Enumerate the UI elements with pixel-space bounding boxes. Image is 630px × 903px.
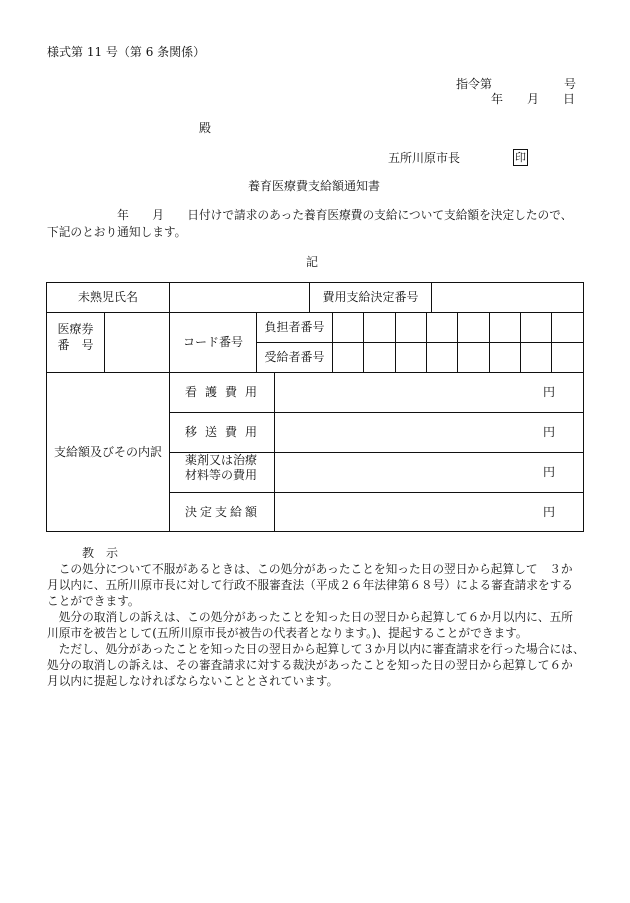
- decision-number-label-text: 費用支給決定番号: [322, 290, 419, 304]
- yen-unit: 円: [542, 504, 555, 519]
- recipient-digit-cell: [552, 343, 584, 373]
- medical-ticket-value-cell: [105, 313, 170, 373]
- directive-number: 指令第 号: [456, 77, 577, 91]
- payer-digit-cell: [521, 313, 552, 343]
- medical-ticket-label-line: 番 号: [57, 338, 94, 352]
- yen-unit: 円: [542, 425, 555, 439]
- nursing-cost-value: [275, 373, 584, 413]
- transport-cost-value: [275, 413, 584, 453]
- payer-digit-cell: [552, 313, 584, 343]
- decision-number-label: [310, 283, 432, 313]
- infant-name-label: [47, 283, 170, 313]
- yen-unit: 円: [542, 465, 555, 479]
- form-number: 様式第 11 号（第 6 条関係）: [47, 45, 206, 59]
- payer-digit-cell: [396, 313, 427, 343]
- payment-table: [46, 282, 584, 532]
- payer-digit-cell: [333, 313, 364, 343]
- code-number-label: [170, 313, 257, 373]
- notice-line: 処分の取消しの訴えは、その審査請求に対する裁決があったことを知った日の翌日から起算して６か: [47, 658, 573, 672]
- document-title: 養育医療費支給額通知書: [248, 179, 381, 193]
- recipient-number-label-text: 受給者番号: [264, 350, 325, 364]
- nursing-cost-label-text: 看 護 費 用: [185, 385, 256, 399]
- recipient-digit-cell: [521, 343, 552, 373]
- recipient-digit-cell: [333, 343, 364, 373]
- recipient-honorific: 殿: [199, 121, 212, 135]
- amount-section-label: [47, 373, 170, 532]
- decided-amount-label: [170, 493, 275, 532]
- intro-line: 年 月 日付けで請求のあった養育医療費の支給について支給額を決定したので、: [47, 208, 573, 222]
- transport-cost-label-text: 移 送 費 用: [185, 425, 256, 439]
- issuer-name: 五所川原市長: [388, 151, 461, 165]
- payer-number-label-text: 負担者番号: [264, 320, 325, 334]
- notice-line: 処分の取消しの訴えは、この処分があったことを知った日の翌日から起算して６か月以内に、五所: [47, 610, 573, 624]
- code-number-label-text: コード番号: [182, 335, 243, 349]
- recipient-digit-cell: [490, 343, 521, 373]
- notice-line: この処分について不服があるときは、この処分があったことを知った日の翌日から起算して ３か: [47, 562, 573, 576]
- medicine-cost-value: [275, 453, 584, 493]
- medical-ticket-label-line: 医療券: [57, 322, 94, 336]
- infant-name-label-text: 未熟児氏名: [77, 290, 138, 304]
- recipient-digit-cell: [458, 343, 490, 373]
- payer-digit-cell: [458, 313, 490, 343]
- payer-digit-cell: [427, 313, 458, 343]
- payer-digit-cell: [364, 313, 396, 343]
- transport-cost-label: [170, 413, 275, 453]
- issue-date: 年 月 日: [491, 92, 576, 106]
- recipient-digit-cell: [396, 343, 427, 373]
- yen-unit: 円: [542, 385, 555, 399]
- ki-heading: 記: [306, 255, 319, 269]
- medicine-cost-label: [170, 453, 275, 493]
- notice-line: ことができます。: [47, 594, 140, 608]
- notice-line: ただし、処分があったことを知った日の翌日から起算して３か月以内に審査請求を行った場合には、: [47, 642, 585, 656]
- decided-amount-value: [275, 493, 584, 532]
- notice-line: 川原市を被告として(五所川原市長が被告の代表者となります。)、提起することができます。: [47, 626, 528, 640]
- recipient-digit-cell: [427, 343, 458, 373]
- notice-line: 月以内に、五所川原市長に対して行政不服審査法（平成２６年法律第６８号）による審査請求をする: [47, 578, 573, 592]
- infant-name-value-cell: [170, 283, 310, 313]
- payer-digit-cell: [490, 313, 521, 343]
- medicine-cost-label-line: 材料等の費用: [185, 468, 258, 482]
- medical-ticket-label: [47, 313, 105, 373]
- seal-box: 印: [515, 151, 526, 164]
- recipient-number-label: [257, 343, 333, 373]
- decided-amount-label-text: 決 定 支 給 額: [185, 504, 253, 519]
- amount-section-label-text: 支給額及びその内訳: [53, 444, 162, 459]
- payer-number-label: [257, 313, 333, 343]
- recipient-digit-cell: [364, 343, 396, 373]
- notice-line: 月以内に提起しなければならないこととされています。: [47, 674, 339, 688]
- notice-heading: 教 示: [82, 546, 119, 560]
- decision-number-value-cell: [432, 283, 584, 313]
- intro-line: 下記のとおり通知します。: [47, 225, 187, 239]
- medicine-cost-label-line: 薬剤又は治療: [185, 453, 258, 467]
- nursing-cost-label: [170, 373, 275, 413]
